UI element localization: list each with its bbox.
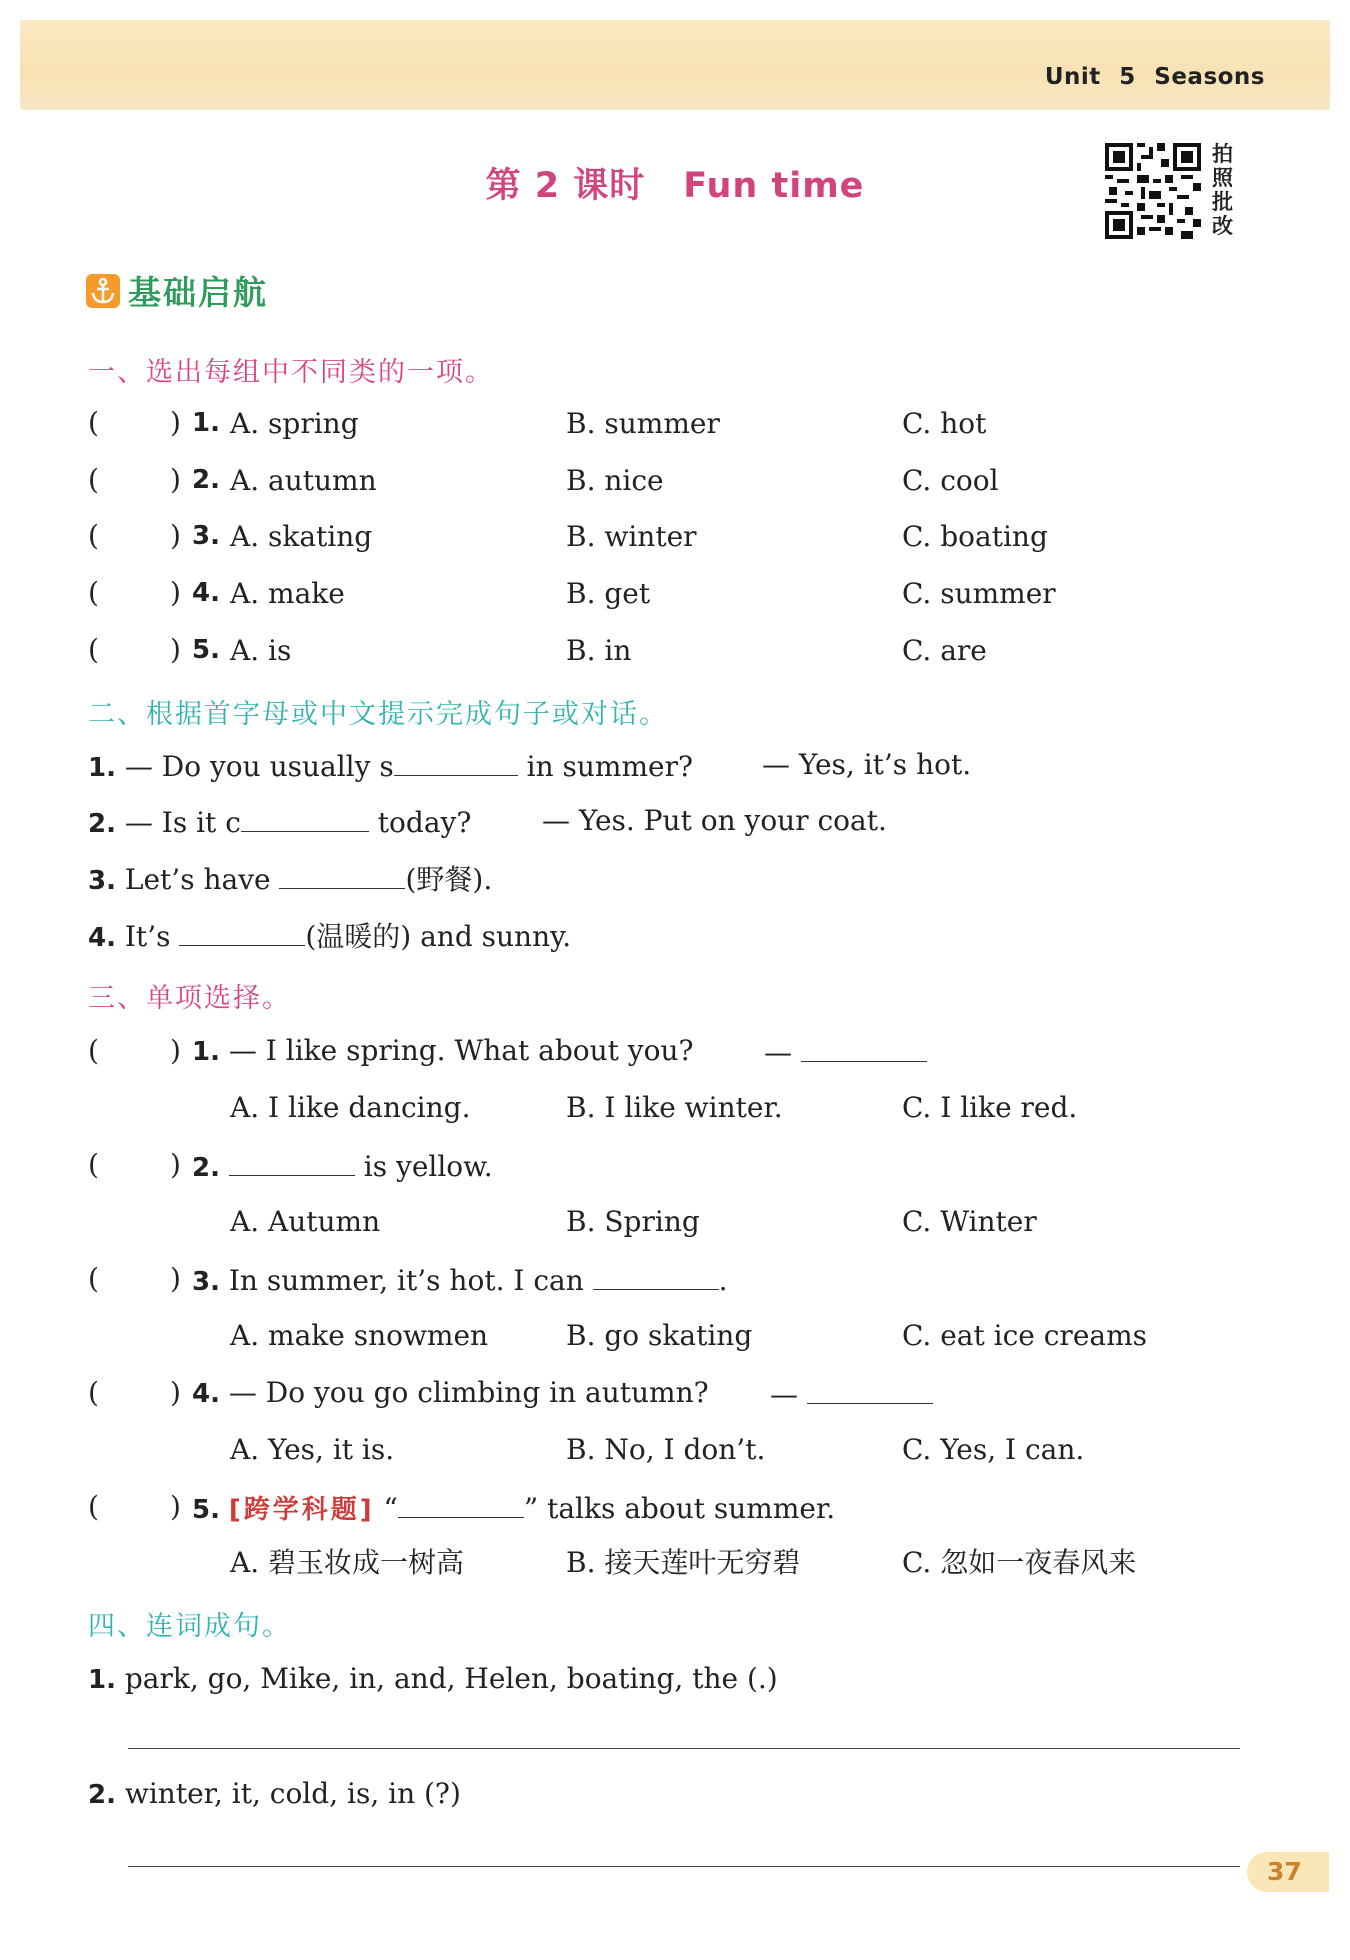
word-list: winter, it, cold, is, in (?) (124, 1777, 461, 1810)
option-a: A. make snowmen (230, 1319, 489, 1352)
answer-paren-open[interactable]: ( (88, 1376, 99, 1409)
fill-blank[interactable] (593, 1261, 719, 1290)
option-c: C. 忽如一夜春风来 (902, 1546, 1137, 1579)
answer-paren-close: ) (170, 633, 181, 666)
part3-title: 三、单项选择。 (88, 983, 291, 1014)
fill-blank[interactable] (241, 803, 369, 832)
item-number: 4. (192, 1379, 220, 1409)
option-b: B. Spring (566, 1205, 700, 1238)
fill-blank[interactable] (394, 747, 518, 776)
option-a: A. Autumn (230, 1205, 381, 1238)
option-c: C. cool (902, 464, 999, 497)
item-number: 5. (192, 1495, 220, 1525)
fill-blank[interactable] (807, 1375, 933, 1404)
item-number: 1. (88, 1665, 116, 1695)
question-end: . (718, 1264, 728, 1297)
qr-code-icon[interactable] (1105, 143, 1201, 239)
item-number: 2. (192, 465, 220, 495)
reply-dash: — (764, 1036, 801, 1069)
sentence-pre: — Do you usually s (124, 750, 394, 783)
dialog-reply: — Yes. Put on your coat. (542, 804, 887, 837)
option-c: C. boating (902, 520, 1048, 553)
question-reply (770, 1375, 933, 1413)
question-open-quote: “ (374, 1492, 398, 1525)
option-a: A. spring (230, 407, 359, 440)
sentence-post: in summer? (517, 750, 693, 783)
section-header (86, 267, 268, 314)
lesson-number: 第 2 课时 (485, 166, 646, 206)
page-number: 37 (1247, 1852, 1329, 1892)
item-number: 1. (192, 408, 220, 438)
question-text: In summer, it’s hot. I can (228, 1264, 593, 1297)
answer-line[interactable] (128, 1866, 1240, 1867)
fill-blank[interactable] (179, 917, 305, 946)
sentence-pre: Let’s have (124, 863, 280, 896)
option-b: B. winter (566, 520, 697, 553)
option-a: A. Yes, it is. (230, 1433, 395, 1466)
option-a: A. make (230, 577, 345, 610)
option-b: B. go skating (566, 1319, 753, 1352)
question-text: — Do you go climbing in autumn? (228, 1376, 709, 1409)
answer-paren-close: ) (170, 1262, 181, 1295)
part1-title: 一、选出每组中不同类的一项。 (88, 357, 494, 388)
answer-paren-close: ) (170, 576, 181, 609)
cross-subject-tag: [跨学科题] (228, 1495, 375, 1525)
option-c: C. I like red. (902, 1091, 1078, 1124)
question-text: ” talks about summer. (523, 1492, 836, 1525)
option-b: B. in (566, 634, 632, 667)
answer-paren-open[interactable]: ( (88, 1148, 99, 1181)
part2-item (88, 803, 471, 842)
option-a: A. 碧玉妆成一树高 (230, 1546, 465, 1579)
answer-paren-open[interactable]: ( (88, 1262, 99, 1295)
item-number: 4. (192, 578, 220, 608)
answer-paren-open[interactable]: ( (88, 1490, 99, 1523)
option-b: B. nice (566, 464, 664, 497)
option-b: B. 接天莲叶无穷碧 (566, 1546, 801, 1579)
word-list: park, go, Mike, in, and, Helen, boating, the (.) (124, 1662, 778, 1695)
option-c: C. eat ice creams (902, 1319, 1147, 1352)
answer-paren-close: ) (170, 406, 181, 439)
answer-paren-close: ) (170, 463, 181, 496)
item-number: 2. (192, 1153, 220, 1183)
question (192, 1261, 728, 1300)
fill-blank[interactable] (229, 1147, 355, 1176)
item-number: 5. (192, 635, 220, 665)
answer-paren-close: ) (170, 1034, 181, 1067)
answer-paren-close: ) (170, 1490, 181, 1523)
qr-label: 拍照批改 (1212, 142, 1233, 238)
answer-paren-close: ) (170, 1376, 181, 1409)
sentence-post: (野餐). (405, 863, 493, 896)
option-b: B. summer (566, 407, 720, 440)
option-a: A. I like dancing. (230, 1091, 471, 1124)
answer-line[interactable] (128, 1748, 1240, 1749)
option-a: A. skating (230, 520, 373, 553)
item-number: 2. (88, 1780, 116, 1810)
option-c: C. hot (902, 407, 987, 440)
answer-paren-close: ) (170, 1148, 181, 1181)
option-b: B. No, I don’t. (566, 1433, 766, 1466)
option-c: C. Winter (902, 1205, 1037, 1238)
part2-item (88, 860, 492, 899)
question (192, 1033, 694, 1070)
item-number: 1. (192, 1037, 220, 1067)
question (192, 1147, 493, 1186)
fill-blank[interactable] (279, 860, 405, 889)
section-title: 基础启航 (128, 273, 268, 312)
item-number: 3. (192, 521, 220, 551)
fill-blank[interactable] (801, 1033, 927, 1062)
option-c: C. are (902, 634, 987, 667)
item-number: 3. (192, 1267, 220, 1297)
unit-label: Unit 5 Seasons (1044, 64, 1265, 90)
answer-paren-open[interactable]: ( (88, 519, 99, 552)
sentence-post: today? (368, 806, 472, 839)
part2-item (88, 917, 571, 956)
answer-paren-close: ) (170, 519, 181, 552)
item-number: 1. (88, 753, 116, 783)
part4-item (88, 1661, 778, 1698)
option-a: A. autumn (230, 464, 377, 497)
sentence-post: (温暖的) and sunny. (305, 920, 572, 953)
answer-paren-open[interactable]: ( (88, 633, 99, 666)
reply-dash: — (770, 1378, 807, 1411)
answer-paren-open[interactable]: ( (88, 406, 99, 439)
dialog-reply: — Yes, it’s hot. (762, 748, 972, 781)
question-text: — I like spring. What about you? (228, 1034, 694, 1067)
anchor-icon (86, 274, 120, 308)
question (192, 1375, 709, 1412)
sentence-pre: — Is it c (124, 806, 241, 839)
lesson-name: Fun time (683, 166, 865, 206)
question (192, 1489, 835, 1528)
question-reply (764, 1033, 927, 1071)
answer-paren-open[interactable]: ( (88, 463, 99, 496)
question-text: is yellow. (354, 1150, 493, 1183)
option-b: B. I like winter. (566, 1091, 783, 1124)
option-c: C. Yes, I can. (902, 1433, 1085, 1466)
sentence-pre: It’s (124, 920, 180, 953)
item-number: 2. (88, 809, 116, 839)
part4-item (88, 1776, 461, 1813)
option-a: A. is (230, 634, 292, 667)
part2-title: 二、根据首字母或中文提示完成句子或对话。 (88, 699, 668, 730)
item-number: 3. (88, 866, 116, 896)
answer-paren-open[interactable]: ( (88, 576, 99, 609)
fill-blank[interactable] (398, 1489, 524, 1518)
option-b: B. get (566, 577, 651, 610)
part4-title: 四、连词成句。 (88, 1611, 291, 1642)
item-number: 4. (88, 923, 116, 953)
answer-paren-open[interactable]: ( (88, 1034, 99, 1067)
option-c: C. summer (902, 577, 1056, 610)
part2-item (88, 747, 693, 786)
